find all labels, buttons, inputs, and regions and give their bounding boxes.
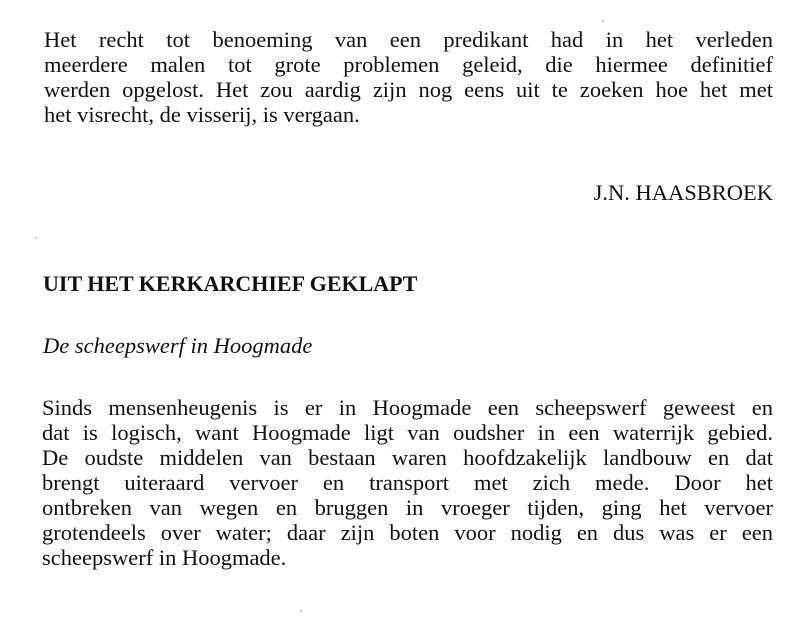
paragraph-line: werden opgelost. Het zou aardig zijn nog eens uit te zoeken hoe het met — [44, 77, 773, 102]
paragraph-line: Het recht tot benoeming van een predikant had in het verleden — [44, 27, 773, 52]
paragraph-line: het visrecht, de visserij, is vergaan. — [44, 102, 360, 127]
paragraph-predikant — [44, 27, 773, 127]
paragraph-line: scheepswerf in Hoogmade. — [42, 545, 287, 570]
section-heading: UIT HET KERKARCHIEF GEKLAPT — [43, 271, 418, 296]
scan-speck — [602, 20, 604, 22]
paragraph-line: brengt uiteraard vervoer en transport met zich mede. Door het — [42, 470, 773, 495]
paragraph-line: Sinds mensenheugenis is er in Hoogmade een scheepswerf geweest en — [42, 395, 773, 420]
scan-speck — [300, 610, 302, 612]
paragraph-line: grotendeels over water; daar zijn boten voor nodig en dus was er een — [42, 520, 773, 545]
author-signature: J.N. HAASBROEK — [593, 180, 773, 205]
paragraph-line: De oudste middelen van bestaan waren hoofdzakelijk landbouw en dat — [42, 445, 773, 470]
paragraph-line: ontbreken van wegen en bruggen in vroeger tijden, ging het vervoer — [42, 495, 773, 520]
paragraph-line: meerdere malen tot grote problemen geleid, die hiermee definitief — [44, 52, 773, 77]
paragraph-scheepswerf — [42, 395, 773, 570]
paragraph-line: dat is logisch, want Hoogmade ligt van oudsher in een waterrijk gebied. — [42, 420, 773, 445]
scan-speck — [35, 237, 37, 239]
section-subheading: De scheepswerf in Hoogmade — [43, 333, 313, 358]
